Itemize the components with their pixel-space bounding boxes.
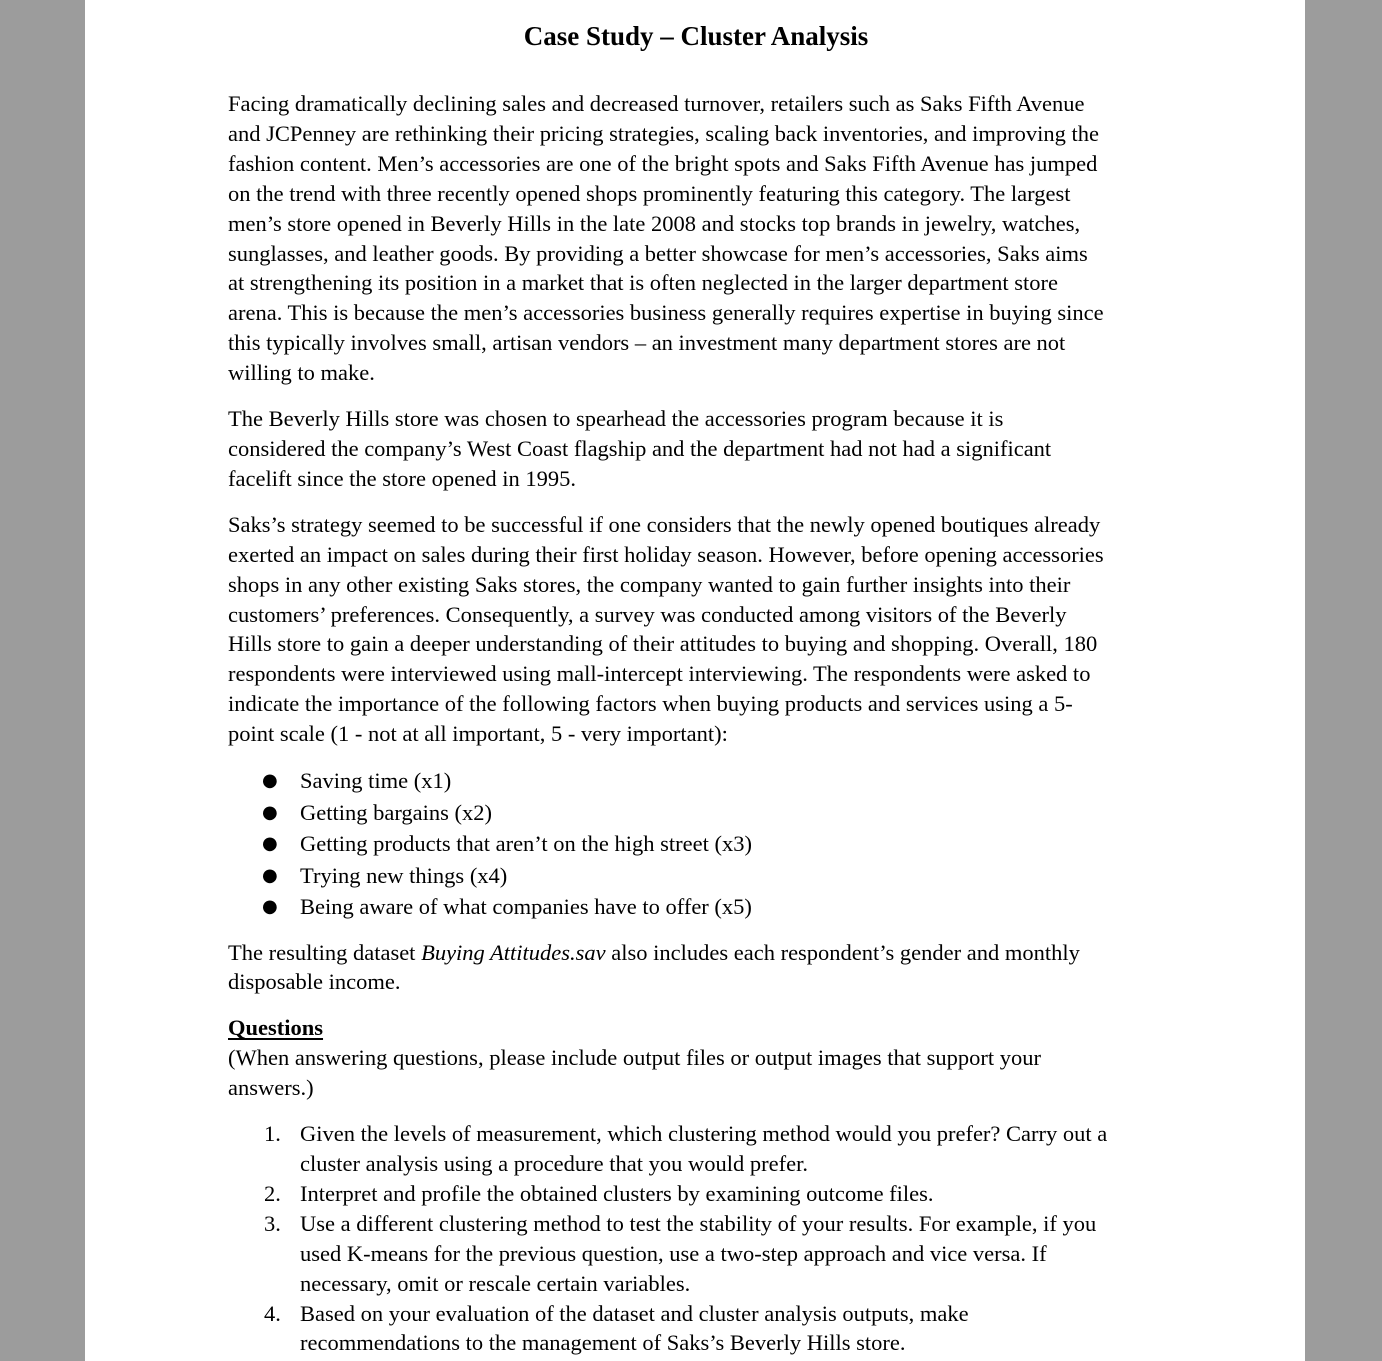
document-body bbox=[228, 89, 1173, 1358]
text-line: and JCPenney are rethinking their pricing strategies, scaling back inventories, and improving the bbox=[228, 120, 1100, 146]
paragraph-strategy bbox=[228, 510, 1173, 749]
questions-heading: Questions bbox=[228, 1015, 324, 1041]
questions-section bbox=[228, 1013, 1173, 1358]
dataset-text-after: also includes each respondent’s gender and monthly bbox=[605, 939, 1080, 965]
text-line: on the trend with three recently opened shops prominently featuring this category. The largest bbox=[228, 180, 1071, 206]
factor-label: Saving time (x1) bbox=[300, 768, 452, 794]
paragraph-dataset bbox=[228, 938, 1173, 998]
question-item bbox=[228, 1119, 1173, 1179]
question-number: 2. bbox=[264, 1180, 281, 1206]
factor-label: Trying new things (x4) bbox=[300, 862, 508, 888]
question-line: Interpret and profile the obtained clusters by examining outcome files. bbox=[300, 1180, 934, 1206]
document-page bbox=[85, 0, 1305, 1361]
text-line: exerted an impact on sales during their first holiday season. However, before opening accessories bbox=[228, 541, 1104, 567]
factor-label: Being aware of what companies have to offer (x5) bbox=[300, 894, 752, 920]
bullet-icon: ● bbox=[262, 801, 278, 823]
question-line: Based on your evaluation of the dataset and cluster analysis outputs, make bbox=[300, 1300, 969, 1326]
question-number: 3. bbox=[264, 1210, 281, 1236]
question-line: Use a different clustering method to test the stability of your results. For example, if you bbox=[300, 1210, 1097, 1236]
text-line: Hills store to gain a deeper understanding of their attitudes to buying and shopping. Overall, 180 bbox=[228, 631, 1098, 657]
question-number: 4. bbox=[264, 1300, 281, 1326]
question-number: 1. bbox=[264, 1121, 281, 1147]
text-line: fashion content. Men’s accessories are one of the bright spots and Saks Fifth Avenue has jumped bbox=[228, 150, 1098, 176]
text-line: Saks’s strategy seemed to be successful if one considers that the newly opened boutiques already bbox=[228, 511, 1101, 537]
text-line: sunglasses, and leather goods. By providing a better showcase for men’s accessories, Saks aims bbox=[228, 240, 1088, 266]
question-line: cluster analysis using a procedure that you would prefer. bbox=[300, 1150, 808, 1176]
bullet-icon: ● bbox=[262, 864, 278, 886]
list-item bbox=[228, 860, 1173, 892]
text-line: shops in any other existing Saks stores, the company wanted to gain further insights into their bbox=[228, 571, 1071, 597]
factor-list bbox=[228, 765, 1173, 923]
dataset-text-before: The resulting dataset bbox=[228, 939, 422, 965]
text-line: at strengthening its position in a market that is often neglected in the larger department store bbox=[228, 270, 1058, 296]
list-item bbox=[228, 891, 1173, 923]
text-line: facelift since the store opened in 1995. bbox=[228, 465, 577, 491]
text-line: indicate the importance of the following factors when buying products and services using a 5- bbox=[228, 691, 1073, 717]
list-item bbox=[228, 828, 1173, 860]
question-line: Given the levels of measurement, which clustering method would you prefer? Carry out a bbox=[300, 1121, 1108, 1147]
question-item bbox=[228, 1179, 1173, 1209]
text-line: this typically involves small, artisan vendors – an investment many department stores are not bbox=[228, 330, 1066, 356]
dataset-filename: Buying Attitudes.sav bbox=[421, 939, 606, 965]
factor-label: Getting products that aren’t on the high street (x3) bbox=[300, 831, 752, 857]
questions-note-line: (When answering questions, please include output files or output images that support your bbox=[228, 1045, 1041, 1071]
text-line: disposable income. bbox=[228, 969, 401, 995]
list-item bbox=[228, 797, 1173, 829]
factor-label: Getting bargains (x2) bbox=[300, 799, 493, 825]
question-list bbox=[228, 1119, 1173, 1358]
text-line: men’s store opened in Beverly Hills in the late 2008 and stocks top brands in jewelry, watches, bbox=[228, 210, 1081, 236]
page-title: Case Study – Cluster Analysis bbox=[523, 21, 869, 51]
paragraph-beverly-hills bbox=[228, 404, 1173, 494]
question-line: used K-means for the previous question, use a two-step approach and vice versa. If bbox=[300, 1240, 1047, 1266]
question-line: recommendations to the management of Saks’s Beverly Hills store. bbox=[300, 1330, 906, 1356]
text-line: arena. This is because the men’s accessories business generally requires expertise in buying since bbox=[228, 300, 1104, 326]
paragraph-intro bbox=[228, 89, 1173, 388]
bullet-icon: ● bbox=[262, 896, 278, 918]
question-item bbox=[228, 1209, 1173, 1299]
text-line: Facing dramatically declining sales and decreased turnover, retailers such as Saks Fifth Avenue bbox=[228, 91, 1085, 116]
text-line: point scale (1 - not at all important, 5 - very important): bbox=[228, 721, 728, 747]
text-line bbox=[228, 938, 1173, 968]
text-line: respondents were interviewed using mall-intercept interviewing. The respondents were asked to bbox=[228, 661, 1091, 687]
text-line: The Beverly Hills store was chosen to spearhead the accessories program because it is bbox=[228, 406, 1004, 432]
question-item bbox=[228, 1299, 1173, 1359]
text-line: customers’ preferences. Consequently, a survey was conducted among visitors of the Beverly bbox=[228, 601, 1067, 627]
question-line: necessary, omit or rescale certain variables. bbox=[300, 1270, 691, 1296]
list-item bbox=[228, 765, 1173, 797]
questions-note-line: answers.) bbox=[228, 1075, 314, 1101]
text-line: willing to make. bbox=[228, 360, 375, 386]
bullet-icon: ● bbox=[262, 770, 278, 792]
text-line: considered the company’s West Coast flagship and the department had not had a significant bbox=[228, 435, 1052, 461]
bullet-icon: ● bbox=[262, 833, 278, 855]
